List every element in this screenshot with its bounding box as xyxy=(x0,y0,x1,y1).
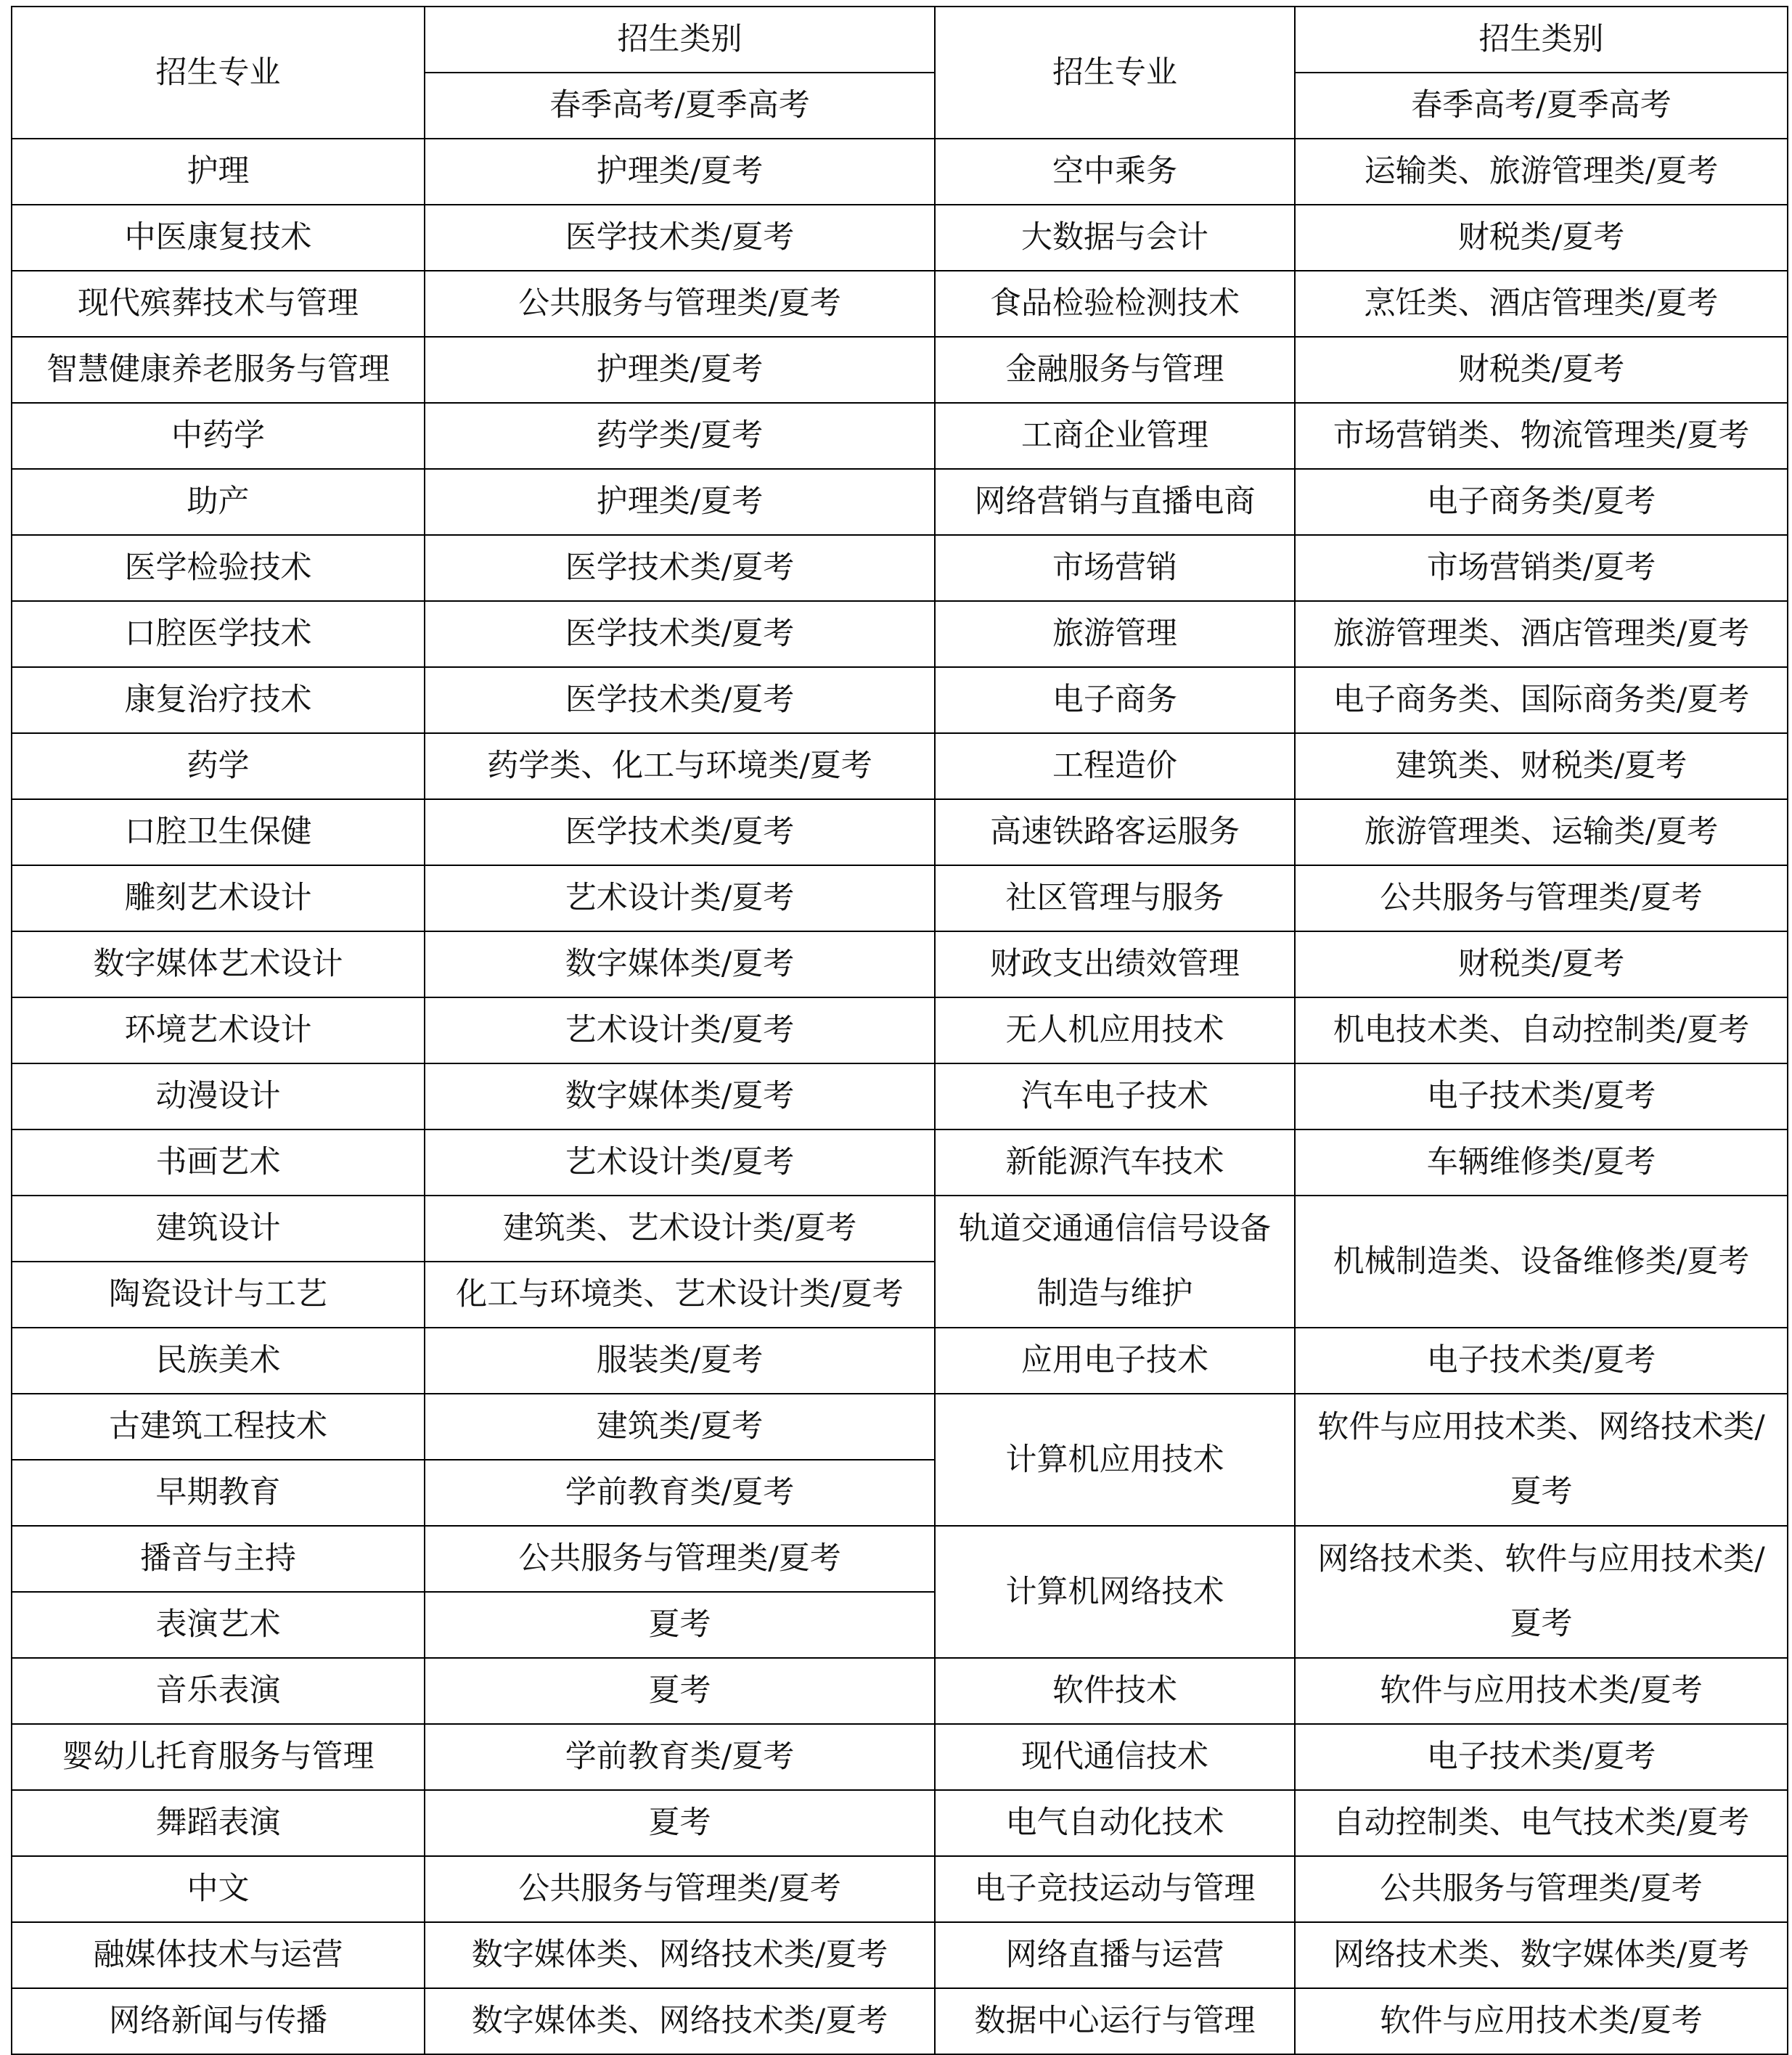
category-cell-left: 医学技术类/夏考 xyxy=(425,205,935,271)
header-major-left: 招生专业 xyxy=(12,7,425,139)
major-cell-right: 财政支出绩效管理 xyxy=(935,931,1295,997)
category-cell-right: 公共服务与管理类/夏考 xyxy=(1295,1856,1788,1922)
category-cell-left: 夏考 xyxy=(425,1658,935,1724)
category-cell-right: 机械制造类、设备维修类/夏考 xyxy=(1295,1196,1788,1328)
major-cell-right: 社区管理与服务 xyxy=(935,865,1295,931)
category-cell-right: 财税类/夏考 xyxy=(1295,931,1788,997)
major-cell-left: 康复治疗技术 xyxy=(12,667,425,733)
major-cell-right: 市场营销 xyxy=(935,535,1295,601)
category-cell-right: 市场营销类/夏考 xyxy=(1295,535,1788,601)
category-cell-right: 电子技术类/夏考 xyxy=(1295,1328,1788,1394)
category-cell-left: 公共服务与管理类/夏考 xyxy=(425,1526,935,1592)
major-cell-right: 无人机应用技术 xyxy=(935,997,1295,1063)
category-cell-right: 旅游管理类、运输类/夏考 xyxy=(1295,799,1788,865)
table-row xyxy=(12,799,1788,865)
table-row xyxy=(12,997,1788,1063)
major-cell-left: 陶瓷设计与工艺 xyxy=(12,1262,425,1328)
major-cell-left: 助产 xyxy=(12,469,425,535)
major-cell-left: 古建筑工程技术 xyxy=(12,1394,425,1460)
major-cell-left: 动漫设计 xyxy=(12,1063,425,1129)
category-cell-left: 学前教育类/夏考 xyxy=(425,1460,935,1526)
table-row xyxy=(12,667,1788,733)
major-cell-right: 轨道交通通信信号设备制造与维护 xyxy=(935,1196,1295,1328)
category-cell-left: 艺术设计类/夏考 xyxy=(425,997,935,1063)
category-cell-right: 财税类/夏考 xyxy=(1295,337,1788,403)
major-cell-right: 汽车电子技术 xyxy=(935,1063,1295,1129)
major-cell-left: 融媒体技术与运营 xyxy=(12,1922,425,1988)
header-row xyxy=(12,7,1788,73)
major-cell-right: 旅游管理 xyxy=(935,601,1295,667)
table-row xyxy=(12,1922,1788,1988)
major-cell-left: 舞蹈表演 xyxy=(12,1790,425,1856)
category-cell-left: 艺术设计类/夏考 xyxy=(425,1129,935,1196)
category-cell-right: 建筑类、财税类/夏考 xyxy=(1295,733,1788,799)
major-cell-left: 早期教育 xyxy=(12,1460,425,1526)
category-cell-right: 运输类、旅游管理类/夏考 xyxy=(1295,139,1788,205)
major-cell-left: 医学检验技术 xyxy=(12,535,425,601)
category-cell-right: 财税类/夏考 xyxy=(1295,205,1788,271)
table-row xyxy=(12,337,1788,403)
major-cell-left: 书画艺术 xyxy=(12,1129,425,1196)
table-row xyxy=(12,931,1788,997)
category-cell-left: 服装类/夏考 xyxy=(425,1328,935,1394)
category-cell-right: 市场营销类、物流管理类/夏考 xyxy=(1295,403,1788,469)
category-cell-left: 学前教育类/夏考 xyxy=(425,1724,935,1790)
major-cell-right: 计算机网络技术 xyxy=(935,1526,1295,1658)
category-cell-left: 医学技术类/夏考 xyxy=(425,601,935,667)
table-row xyxy=(12,271,1788,337)
table-row xyxy=(12,1988,1788,2054)
table-row xyxy=(12,1196,1788,1262)
header-category-left: 招生类别 xyxy=(425,7,935,73)
table-row xyxy=(12,1394,1788,1460)
category-cell-left: 艺术设计类/夏考 xyxy=(425,865,935,931)
major-cell-left: 表演艺术 xyxy=(12,1592,425,1658)
major-cell-right: 应用电子技术 xyxy=(935,1328,1295,1394)
category-cell-left: 医学技术类/夏考 xyxy=(425,799,935,865)
category-cell-left: 建筑类、艺术设计类/夏考 xyxy=(425,1196,935,1262)
category-cell-left: 护理类/夏考 xyxy=(425,337,935,403)
category-cell-right: 网络技术类、数字媒体类/夏考 xyxy=(1295,1922,1788,1988)
category-cell-left: 药学类、化工与环境类/夏考 xyxy=(425,733,935,799)
table-row xyxy=(12,535,1788,601)
category-cell-right: 车辆维修类/夏考 xyxy=(1295,1129,1788,1196)
category-cell-left: 数字媒体类/夏考 xyxy=(425,1063,935,1129)
major-cell-left: 中药学 xyxy=(12,403,425,469)
major-cell-right: 食品检验检测技术 xyxy=(935,271,1295,337)
category-cell-left: 夏考 xyxy=(425,1592,935,1658)
major-cell-left: 网络新闻与传播 xyxy=(12,1988,425,2054)
category-cell-right: 电子技术类/夏考 xyxy=(1295,1724,1788,1790)
category-cell-left: 公共服务与管理类/夏考 xyxy=(425,271,935,337)
header-sub-left: 春季高考/夏季高考 xyxy=(425,73,935,139)
category-cell-left: 夏考 xyxy=(425,1790,935,1856)
major-cell-left: 婴幼儿托育服务与管理 xyxy=(12,1724,425,1790)
table-row xyxy=(12,1129,1788,1196)
category-cell-left: 建筑类/夏考 xyxy=(425,1394,935,1460)
major-cell-left: 雕刻艺术设计 xyxy=(12,865,425,931)
major-cell-right: 工商企业管理 xyxy=(935,403,1295,469)
table-row xyxy=(12,139,1788,205)
table-row xyxy=(12,403,1788,469)
category-cell-left: 医学技术类/夏考 xyxy=(425,535,935,601)
major-cell-right: 计算机应用技术 xyxy=(935,1394,1295,1526)
major-cell-left: 药学 xyxy=(12,733,425,799)
header-category-right: 招生类别 xyxy=(1295,7,1788,73)
major-cell-right: 工程造价 xyxy=(935,733,1295,799)
enrollment-table xyxy=(11,6,1788,2055)
category-cell-left: 护理类/夏考 xyxy=(425,139,935,205)
category-cell-left: 化工与环境类、艺术设计类/夏考 xyxy=(425,1262,935,1328)
major-cell-left: 数字媒体艺术设计 xyxy=(12,931,425,997)
major-cell-left: 现代殡葬技术与管理 xyxy=(12,271,425,337)
major-cell-left: 中医康复技术 xyxy=(12,205,425,271)
table-row xyxy=(12,865,1788,931)
major-cell-right: 网络直播与运营 xyxy=(935,1922,1295,1988)
table-row xyxy=(12,205,1788,271)
major-cell-right: 网络营销与直播电商 xyxy=(935,469,1295,535)
category-cell-right: 公共服务与管理类/夏考 xyxy=(1295,865,1788,931)
category-cell-left: 护理类/夏考 xyxy=(425,469,935,535)
major-cell-left: 口腔卫生保健 xyxy=(12,799,425,865)
table-row xyxy=(12,1790,1788,1856)
table-row xyxy=(12,1856,1788,1922)
category-cell-right: 软件与应用技术类/夏考 xyxy=(1295,1988,1788,2054)
category-cell-right: 软件与应用技术类/夏考 xyxy=(1295,1658,1788,1724)
major-cell-right: 高速铁路客运服务 xyxy=(935,799,1295,865)
major-cell-right: 金融服务与管理 xyxy=(935,337,1295,403)
major-cell-right: 电子商务 xyxy=(935,667,1295,733)
category-cell-left: 数字媒体类、网络技术类/夏考 xyxy=(425,1988,935,2054)
category-cell-right: 软件与应用技术类、网络技术类/夏考 xyxy=(1295,1394,1788,1526)
category-cell-left: 公共服务与管理类/夏考 xyxy=(425,1856,935,1922)
header-sub-right: 春季高考/夏季高考 xyxy=(1295,73,1788,139)
table-row xyxy=(12,1526,1788,1592)
category-cell-right: 机电技术类、自动控制类/夏考 xyxy=(1295,997,1788,1063)
major-cell-left: 播音与主持 xyxy=(12,1526,425,1592)
major-cell-left: 护理 xyxy=(12,139,425,205)
category-cell-left: 数字媒体类/夏考 xyxy=(425,931,935,997)
header-major-right: 招生专业 xyxy=(935,7,1295,139)
table-row xyxy=(12,733,1788,799)
table-row xyxy=(12,1063,1788,1129)
category-cell-right: 网络技术类、软件与应用技术类/夏考 xyxy=(1295,1526,1788,1658)
major-cell-right: 大数据与会计 xyxy=(935,205,1295,271)
category-cell-left: 医学技术类/夏考 xyxy=(425,667,935,733)
major-cell-left: 音乐表演 xyxy=(12,1658,425,1724)
table-row xyxy=(12,1328,1788,1394)
category-cell-right: 电子商务类、国际商务类/夏考 xyxy=(1295,667,1788,733)
category-cell-right: 电子技术类/夏考 xyxy=(1295,1063,1788,1129)
major-cell-right: 数据中心运行与管理 xyxy=(935,1988,1295,2054)
category-cell-right: 自动控制类、电气技术类/夏考 xyxy=(1295,1790,1788,1856)
category-cell-left: 药学类/夏考 xyxy=(425,403,935,469)
table-row xyxy=(12,1658,1788,1724)
table-row xyxy=(12,469,1788,535)
major-cell-right: 电气自动化技术 xyxy=(935,1790,1295,1856)
table-row xyxy=(12,601,1788,667)
table-row xyxy=(12,1724,1788,1790)
category-cell-right: 旅游管理类、酒店管理类/夏考 xyxy=(1295,601,1788,667)
major-cell-left: 建筑设计 xyxy=(12,1196,425,1262)
major-cell-left: 口腔医学技术 xyxy=(12,601,425,667)
major-cell-right: 现代通信技术 xyxy=(935,1724,1295,1790)
major-cell-left: 环境艺术设计 xyxy=(12,997,425,1063)
major-cell-left: 民族美术 xyxy=(12,1328,425,1394)
major-cell-right: 新能源汽车技术 xyxy=(935,1129,1295,1196)
category-cell-left: 数字媒体类、网络技术类/夏考 xyxy=(425,1922,935,1988)
major-cell-left: 智慧健康养老服务与管理 xyxy=(12,337,425,403)
major-cell-left: 中文 xyxy=(12,1856,425,1922)
major-cell-right: 电子竞技运动与管理 xyxy=(935,1856,1295,1922)
category-cell-right: 电子商务类/夏考 xyxy=(1295,469,1788,535)
major-cell-right: 软件技术 xyxy=(935,1658,1295,1724)
major-cell-right: 空中乘务 xyxy=(935,139,1295,205)
category-cell-right: 烹饪类、酒店管理类/夏考 xyxy=(1295,271,1788,337)
